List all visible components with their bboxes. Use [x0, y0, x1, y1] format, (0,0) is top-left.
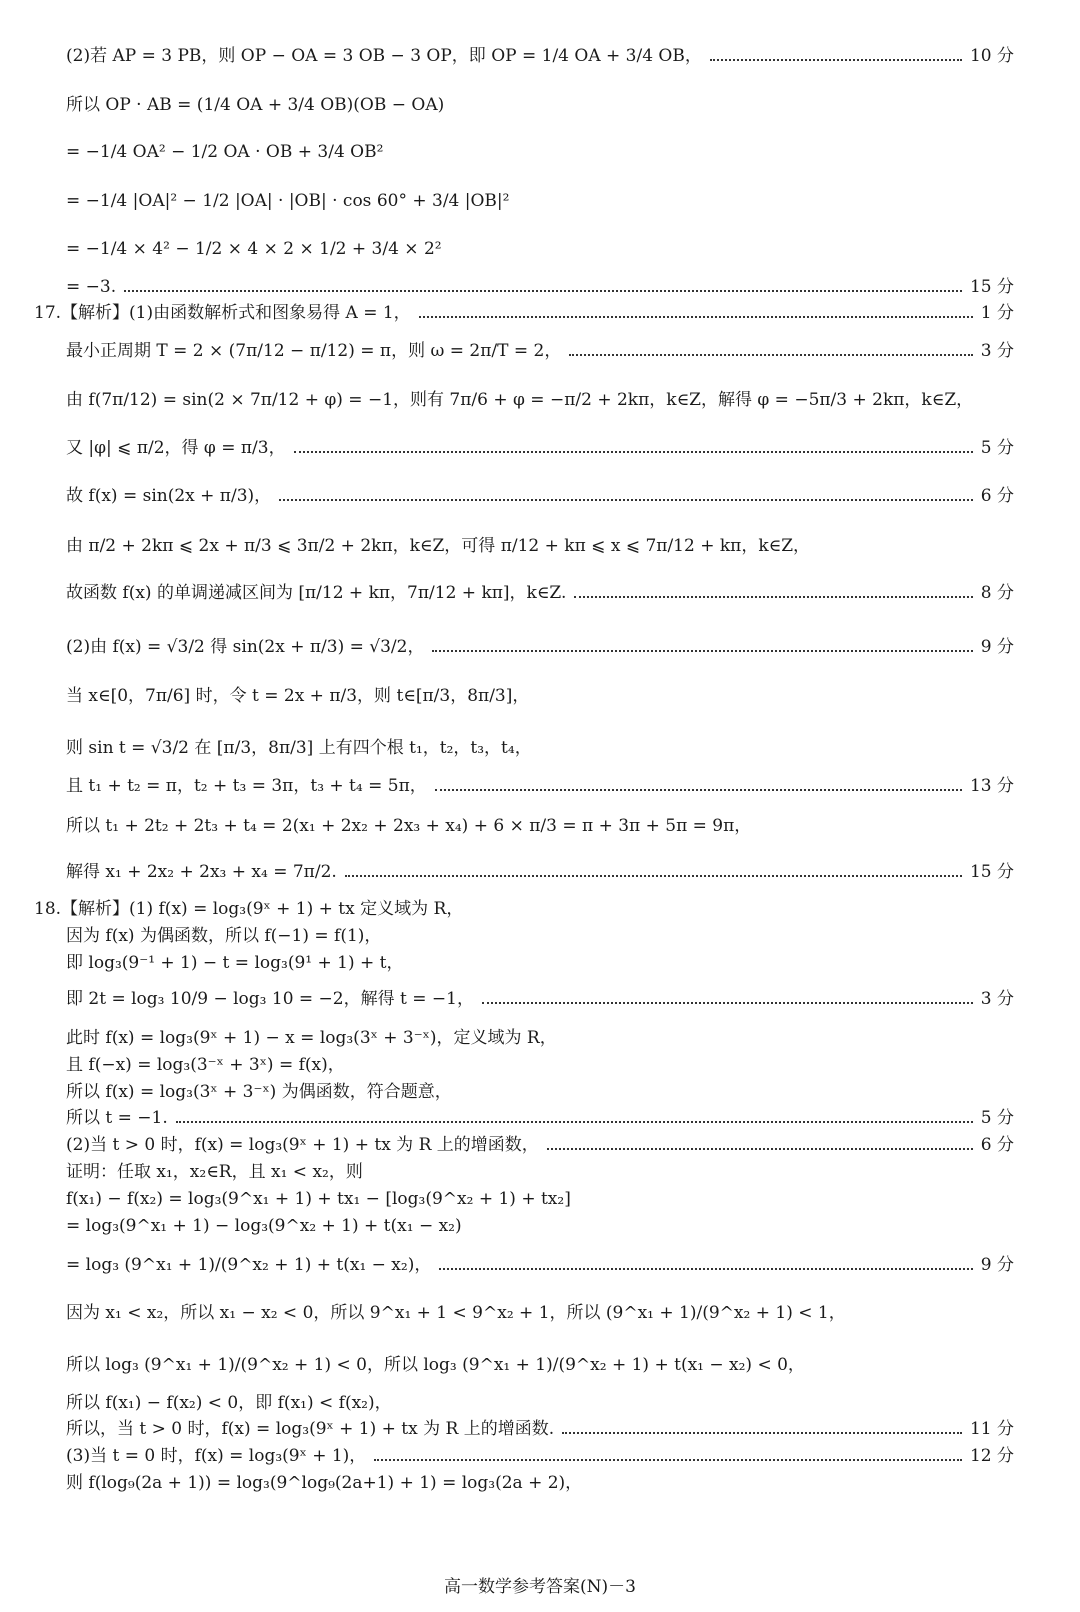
answer-line: = −1/4 |OA|² − 1/2 |OA| · |OB| · cos 60° + 3/4 |OB|² — [66, 191, 510, 211]
answer-line: 所以，当 t > 0 时，f(x) = log₃(9ˣ + 1) + tx 为 R 上的增函数. 11 分 — [66, 1419, 1014, 1439]
answer-line: 则 f(log₉(2a + 1)) = log₃(9^log₉(2a+1) + 1) = log₃(2a + 2)， — [66, 1473, 583, 1493]
answer-line: 又 |φ| ⩽ π/2，得 φ = π/3， 5 分 — [66, 438, 1014, 458]
answer-line: 因为 f(x) 为偶函数，所以 f(−1) = f(1)， — [66, 926, 382, 946]
answer-line: 所以 f(x) = log₃(3ˣ + 3⁻ˣ) 为偶函数，符合题意， — [66, 1082, 452, 1102]
answer-line: (2)当 t > 0 时，f(x) = log₃(9ˣ + 1) + tx 为 R 上的增函数， 6 分 — [66, 1135, 1014, 1155]
answer-line: 则 sin t = √3/2 在 [π/3，8π/3] 上有四个根 t₁，t₂，t₃，t₄， — [66, 738, 532, 758]
answer-line: 证明：任取 x₁，x₂∈R，且 x₁ < x₂，则 — [66, 1162, 363, 1182]
answer-line: 即 2t = log₃ 10/9 − log₃ 10 = −2，解得 t = −1， 3 分 — [66, 989, 1014, 1009]
answer-line: 即 log₃(9⁻¹ + 1) − t = log₃(9¹ + 1) + t， — [66, 953, 404, 973]
answer-line: 所以 t₁ + 2t₂ + 2t₃ + t₄ = 2(x₁ + 2x₂ + 2x₃ + x₄) + 6 × π/3 = π + 3π + 5π = 9π， — [66, 816, 752, 836]
answer-line: 所以 t = −1. 5 分 — [66, 1108, 1014, 1128]
answer-line: 最小正周期 T = 2 × (7π/12 − π/12) = π，则 ω = 2π/T = 2， 3 分 — [66, 341, 1014, 361]
answer-line: 所以 OP · AB = (1/4 OA + 3/4 OB)(OB − OA) — [66, 95, 445, 115]
page-footer: 高一数学参考答案(N)－3 — [444, 1577, 636, 1597]
answer-line: 故 f(x) = sin(2x + π/3)， 6 分 — [66, 486, 1014, 506]
answer-line: = −3. 15 分 — [66, 277, 1014, 297]
question-18-heading: 18.【解析】(1) f(x) = log₃(9ˣ + 1) + tx 定义域为 R， — [34, 899, 464, 919]
answer-line: 因为 x₁ < x₂，所以 x₁ − x₂ < 0，所以 9^x₁ + 1 < 9^x₂ + 1，所以 (9^x₁ + 1)/(9^x₂ + 1) < 1， — [66, 1303, 846, 1323]
answer-line: 且 t₁ + t₂ = π，t₂ + t₃ = 3π，t₃ + t₄ = 5π， 13 分 — [66, 776, 1014, 796]
answer-line: 且 f(−x) = log₃(3⁻ˣ + 3ˣ) = f(x)， — [66, 1055, 345, 1075]
answer-line: (2)若 AP = 3 PB，则 OP − OA = 3 OB − 3 OP，即 OP = 1/4 OA + 3/4 OB， 10 分 — [66, 46, 1014, 66]
answer-line: = −1/4 × 4² − 1/2 × 4 × 2 × 1/2 + 3/4 × 2² — [66, 239, 442, 259]
answer-line: 所以 f(x₁) − f(x₂) < 0，即 f(x₁) < f(x₂)， — [66, 1393, 392, 1413]
answer-line: 当 x∈[0，7π/6] 时，令 t = 2x + π/3，则 t∈[π/3，8π/3]， — [66, 686, 530, 706]
answer-line: 此时 f(x) = log₃(9ˣ + 1) − x = log₃(3ˣ + 3⁻ˣ)，定义域为 R， — [66, 1028, 557, 1048]
answer-line: 由 f(7π/12) = sin(2 × 7π/12 + φ) = −1，则有 7π/6 + φ = −π/2 + 2kπ，k∈Z，解得 φ = −5π/3 + 2kπ，k∈Z， — [66, 390, 974, 410]
answer-line: (3)当 t = 0 时，f(x) = log₃(9ˣ + 1)， 12 分 — [66, 1446, 1014, 1466]
answer-line: = log₃ (9^x₁ + 1)/(9^x₂ + 1) + t(x₁ − x₂)， 9 分 — [66, 1255, 1014, 1275]
answer-line: 由 π/2 + 2kπ ⩽ 2x + π/3 ⩽ 3π/2 + 2kπ，k∈Z，可得 π/12 + kπ ⩽ x ⩽ 7π/12 + kπ，k∈Z， — [66, 536, 811, 556]
question-17-heading: 17.【解析】(1)由函数解析式和图象易得 A = 1， 1 分 — [34, 303, 1014, 323]
answer-line: = log₃(9^x₁ + 1) − log₃(9^x₂ + 1) + t(x₁ − x₂) — [66, 1216, 462, 1236]
answer-line: (2)由 f(x) = √3/2 得 sin(2x + π/3) = √3/2， 9 分 — [66, 637, 1014, 657]
answer-line: 所以 log₃ (9^x₁ + 1)/(9^x₂ + 1) < 0，所以 log₃ (9^x₁ + 1)/(9^x₂ + 1) + t(x₁ − x₂) < 0， — [66, 1355, 805, 1375]
answer-line: 解得 x₁ + 2x₂ + 2x₃ + x₄ = 7π/2. 15 分 — [66, 862, 1014, 882]
answer-line: 故函数 f(x) 的单调递减区间为 [π/12 + kπ，7π/12 + kπ]，k∈Z. 8 分 — [66, 583, 1014, 603]
answer-line: f(x₁) − f(x₂) = log₃(9^x₁ + 1) + tx₁ − [log₃(9^x₂ + 1) + tx₂] — [66, 1189, 571, 1209]
answer-line: = −1/4 OA² − 1/2 OA · OB + 3/4 OB² — [66, 142, 384, 162]
